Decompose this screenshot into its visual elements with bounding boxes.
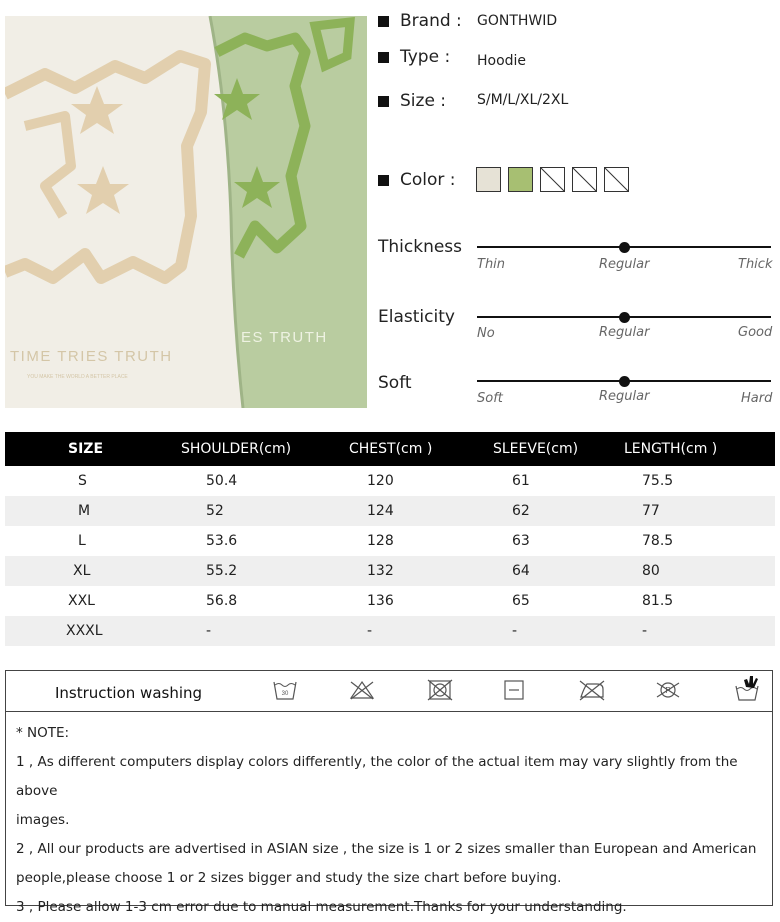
- note-heading: * NOTE:: [16, 725, 70, 741]
- cell-size: L: [78, 533, 86, 549]
- size-label: Size :: [400, 91, 447, 111]
- soft-low: Soft: [477, 391, 503, 406]
- size-table: [5, 432, 775, 646]
- type-label: Type :: [400, 47, 451, 67]
- thickness-label: Thickness: [378, 237, 463, 257]
- color-swatches: [476, 167, 629, 192]
- notes: [16, 719, 771, 922]
- cell-length: -: [642, 623, 648, 639]
- cell-shoulder: 52: [206, 503, 224, 519]
- thickness-marker: [619, 242, 630, 253]
- header-size: SIZE: [68, 441, 104, 457]
- cell-shoulder: -: [206, 623, 212, 639]
- cell-size: S: [78, 473, 87, 489]
- cell-sleeve: 64: [512, 563, 530, 579]
- swatch-empty: [540, 167, 565, 192]
- thickness-mid: Regular: [599, 257, 650, 272]
- cell-length: 77: [642, 503, 660, 519]
- thickness-low: Thin: [477, 257, 506, 272]
- bullet-icon: [378, 175, 389, 186]
- washing-box: [5, 670, 773, 915]
- note-line: images.: [16, 812, 70, 828]
- no-bleach-icon: [349, 679, 375, 705]
- product-photo: [5, 16, 367, 408]
- cell-chest: -: [367, 623, 373, 639]
- note-line: people,please choose 1 or 2 sizes bigger and study the size chart before buying.: [16, 870, 562, 886]
- cell-size: M: [78, 503, 91, 519]
- color-label: Color :: [400, 170, 456, 190]
- hand-wash-icon: [734, 674, 760, 706]
- no-dry-clean-icon: [654, 679, 682, 705]
- cell-sleeve: 62: [512, 503, 530, 519]
- cell-sleeve: 65: [512, 593, 530, 609]
- table-row: [5, 526, 775, 556]
- bullet-icon: [378, 52, 389, 63]
- print-text-right: ES TRUTH: [241, 329, 328, 346]
- cell-length: 75.5: [642, 473, 674, 489]
- table-row: [5, 586, 775, 616]
- table-row: [5, 466, 775, 496]
- elasticity-low: No: [477, 326, 495, 341]
- cell-size: XL: [73, 563, 91, 579]
- elasticity-high: Good: [738, 325, 773, 340]
- cell-chest: 120: [367, 473, 394, 489]
- elasticity-label: Elasticity: [378, 307, 455, 327]
- header-chest: CHEST(cm ): [349, 441, 433, 457]
- washing-title: Instruction washing: [55, 684, 203, 702]
- cell-chest: 132: [367, 563, 394, 579]
- header-shoulder: SHOULDER(cm): [181, 441, 292, 457]
- soft-mid: Regular: [599, 389, 650, 404]
- spec-size: [378, 89, 446, 113]
- table-row: [5, 496, 775, 526]
- spec-color: [378, 168, 456, 192]
- cell-length: 78.5: [642, 533, 674, 549]
- cell-size: XXXL: [66, 623, 103, 639]
- swatch-empty: [572, 167, 597, 192]
- table-row: [5, 556, 775, 586]
- cell-sleeve: 61: [512, 473, 530, 489]
- no-tumble-dry-icon: [427, 679, 453, 705]
- cell-shoulder: 56.8: [206, 593, 238, 609]
- spec-type: [378, 45, 450, 69]
- soft-high: Hard: [741, 391, 773, 406]
- header-sleeve: SLEEVE(cm): [493, 441, 579, 457]
- size-value: S/M/L/XL/2XL: [477, 92, 569, 108]
- elasticity-mid: Regular: [599, 325, 650, 340]
- cell-length: 80: [642, 563, 660, 579]
- size-table-header: [5, 432, 775, 466]
- header-length: LENGTH(cm ): [624, 441, 718, 457]
- note-line: 2 , All our products are advertised in ASIAN size , the size is 1 or 2 sizes smaller than European and American: [16, 841, 757, 857]
- spec-brand: [378, 9, 462, 33]
- cell-sleeve: -: [512, 623, 518, 639]
- bullet-icon: [378, 16, 389, 27]
- table-row: [5, 616, 775, 646]
- swatch-empty: [604, 167, 629, 192]
- brand-value: GONTHWID: [477, 13, 558, 29]
- soft-marker: [619, 376, 630, 387]
- swatch-green[interactable]: [508, 167, 533, 192]
- cell-chest: 124: [367, 503, 394, 519]
- cell-shoulder: 50.4: [206, 473, 238, 489]
- thickness-high: Thick: [738, 257, 773, 272]
- iron-low-icon: [578, 679, 606, 705]
- cell-size: XXL: [68, 593, 95, 609]
- wash-30-icon: [273, 679, 297, 705]
- cell-sleeve: 63: [512, 533, 530, 549]
- soft-label: Soft: [378, 373, 412, 393]
- brand-label: Brand :: [400, 11, 462, 31]
- cell-chest: 128: [367, 533, 394, 549]
- cell-shoulder: 53.6: [206, 533, 238, 549]
- elasticity-marker: [619, 312, 630, 323]
- print-sub-left: YOU MAKE THE WORLD A BETTER PLACE: [27, 374, 128, 380]
- note-line: 1 , As different computers display colors differently, the color of the actual item may vary slightly from the above: [16, 754, 738, 799]
- bullet-icon: [378, 96, 389, 107]
- dry-flat-icon: [503, 679, 525, 705]
- washing-header: [6, 671, 772, 712]
- cell-chest: 136: [367, 593, 394, 609]
- svg-text:30: 30: [281, 691, 289, 697]
- note-line: 3 , Please allow 1-3 cm error due to manual measurement.Thanks for your understanding.: [16, 899, 627, 915]
- type-value: Hoodie: [477, 53, 527, 69]
- cell-shoulder: 55.2: [206, 563, 238, 579]
- cell-length: 81.5: [642, 593, 674, 609]
- print-text-left: TIME TRIES TRUTH: [10, 348, 173, 365]
- swatch-cream[interactable]: [476, 167, 501, 192]
